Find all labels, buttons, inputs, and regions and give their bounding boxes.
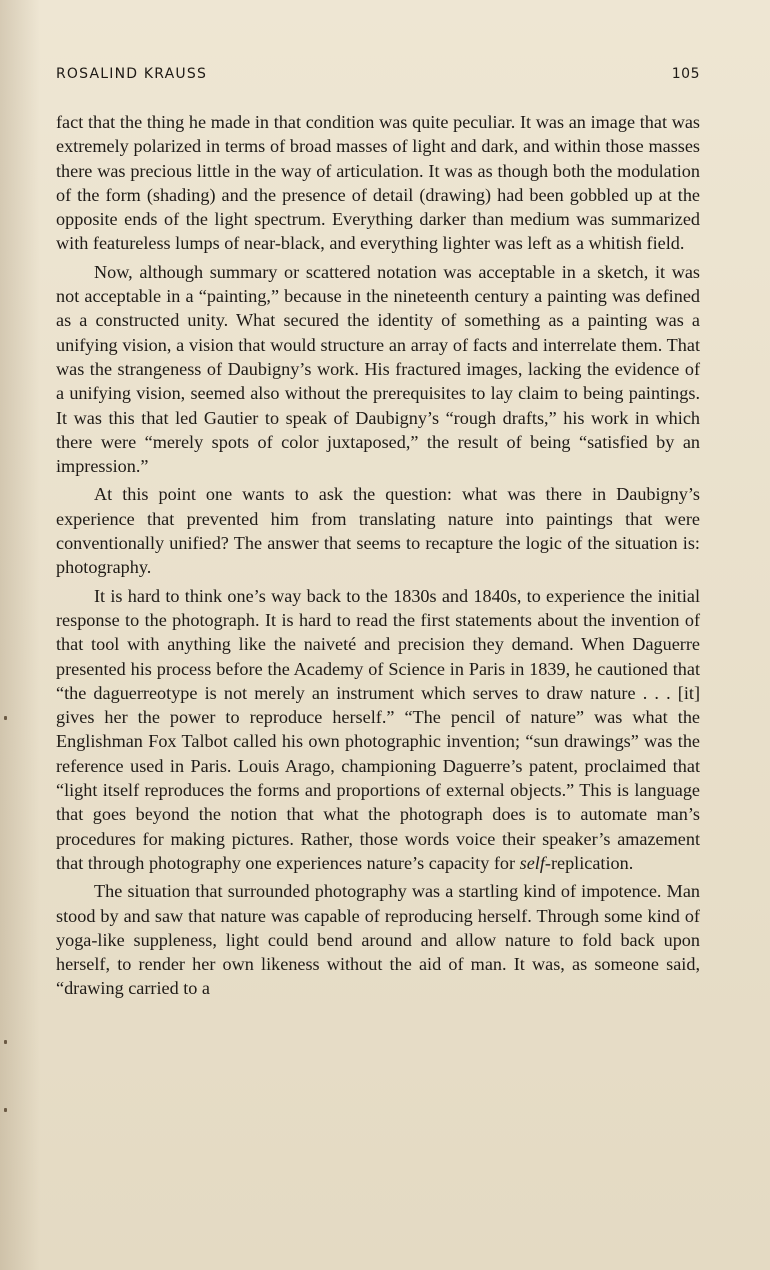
running-head	[56, 66, 700, 86]
paragraph-3	[56, 482, 700, 579]
paragraph-4	[56, 584, 700, 876]
paragraph-4-text: It is hard to think one’s way back to the 1830s and 1840s, to experience the initial response to the photograph. It is hard to read the first statements about the invention of that tool with anything like the naiveté and precision they demand. When Daguerre presented his process before the Academy of Science in Paris in 1839, he cautioned that “the daguerreotype is not merely an instrument which serves to draw nature . . . [it] gives her the power to reproduce herself.” “The pencil of nature” was what the Englishman Fox Talbot called his own photographic invention; “sun drawings” was the reference used in Paris. Louis Arago, championing Daguerre’s patent, proclaimed that “light itself reproduces the forms and proportions of external objects.” This is language that goes beyond the notion that what the photograph does is to automate man’s procedures for making pictures. Rather, those words voice their speaker’s amazement that through photography one experiences nature’s capacity for	[56, 585, 700, 873]
page-number: 105	[671, 66, 700, 82]
paragraph-5	[56, 879, 700, 1000]
margin-speck	[4, 1108, 7, 1112]
margin-speck	[4, 1040, 7, 1044]
paragraph-1	[56, 110, 700, 256]
body-text	[56, 110, 700, 1001]
paragraph-1-text: fact that the thing he made in that condition was quite peculiar. It was an image that was extremely polarized in terms of broad masses of light and dark, and within those masses there was precious little in the way of articulation. It was as though both the modulation of the form (shading) and the presence of detail (drawing) had been gobbled up at the opposite ends of the light spectrum. Everything darker than medium was summarized with featureless lumps of near-black, and everything lighter was left as a whitish field.	[56, 112, 700, 254]
paragraph-2-text: Now, although summary or scattered notation was acceptable in a sketch, it was not acceptable in a “painting,” because in the nineteenth century a painting was defined as a constructed unity. What secured the identity of something as a painting was a unifying vision, a vision that would structure an array of facts and interrelate them. That was the strangeness of Daubigny’s work. His fractured images, lacking the evidence of a unifying vision, seemed also without the prerequisites to lay claim to being paintings. It was this that led Gautier to speak of Daubigny’s “rough drafts,” his work in which there were “merely spots of color juxtaposed,” the result of being “satisfied by an impression.”	[56, 261, 700, 477]
paragraph-5-text: The situation that surrounded photography was a startling kind of impotence. Man stood by and saw that nature was capable of reproducing herself. Through some kind of yoga-like suppleness, light could bend around and allow nature to fold back upon herself, to render her own likeness without the aid of man. It was, as someone said, “drawing carried to a	[56, 881, 700, 999]
paragraph-4-tail: -replication.	[544, 852, 634, 873]
paragraph-2	[56, 260, 700, 479]
paragraph-4-italic: self	[519, 852, 545, 873]
paragraph-3-text: At this point one wants to ask the question: what was there in Daubigny’s experience that prevented him from translating nature into paintings that were conventionally unified? The answer that seems to recapture the logic of the situation is: photography.	[56, 484, 700, 578]
margin-speck	[4, 716, 7, 720]
running-head-author: ROSALIND KRAUSS	[56, 66, 208, 82]
